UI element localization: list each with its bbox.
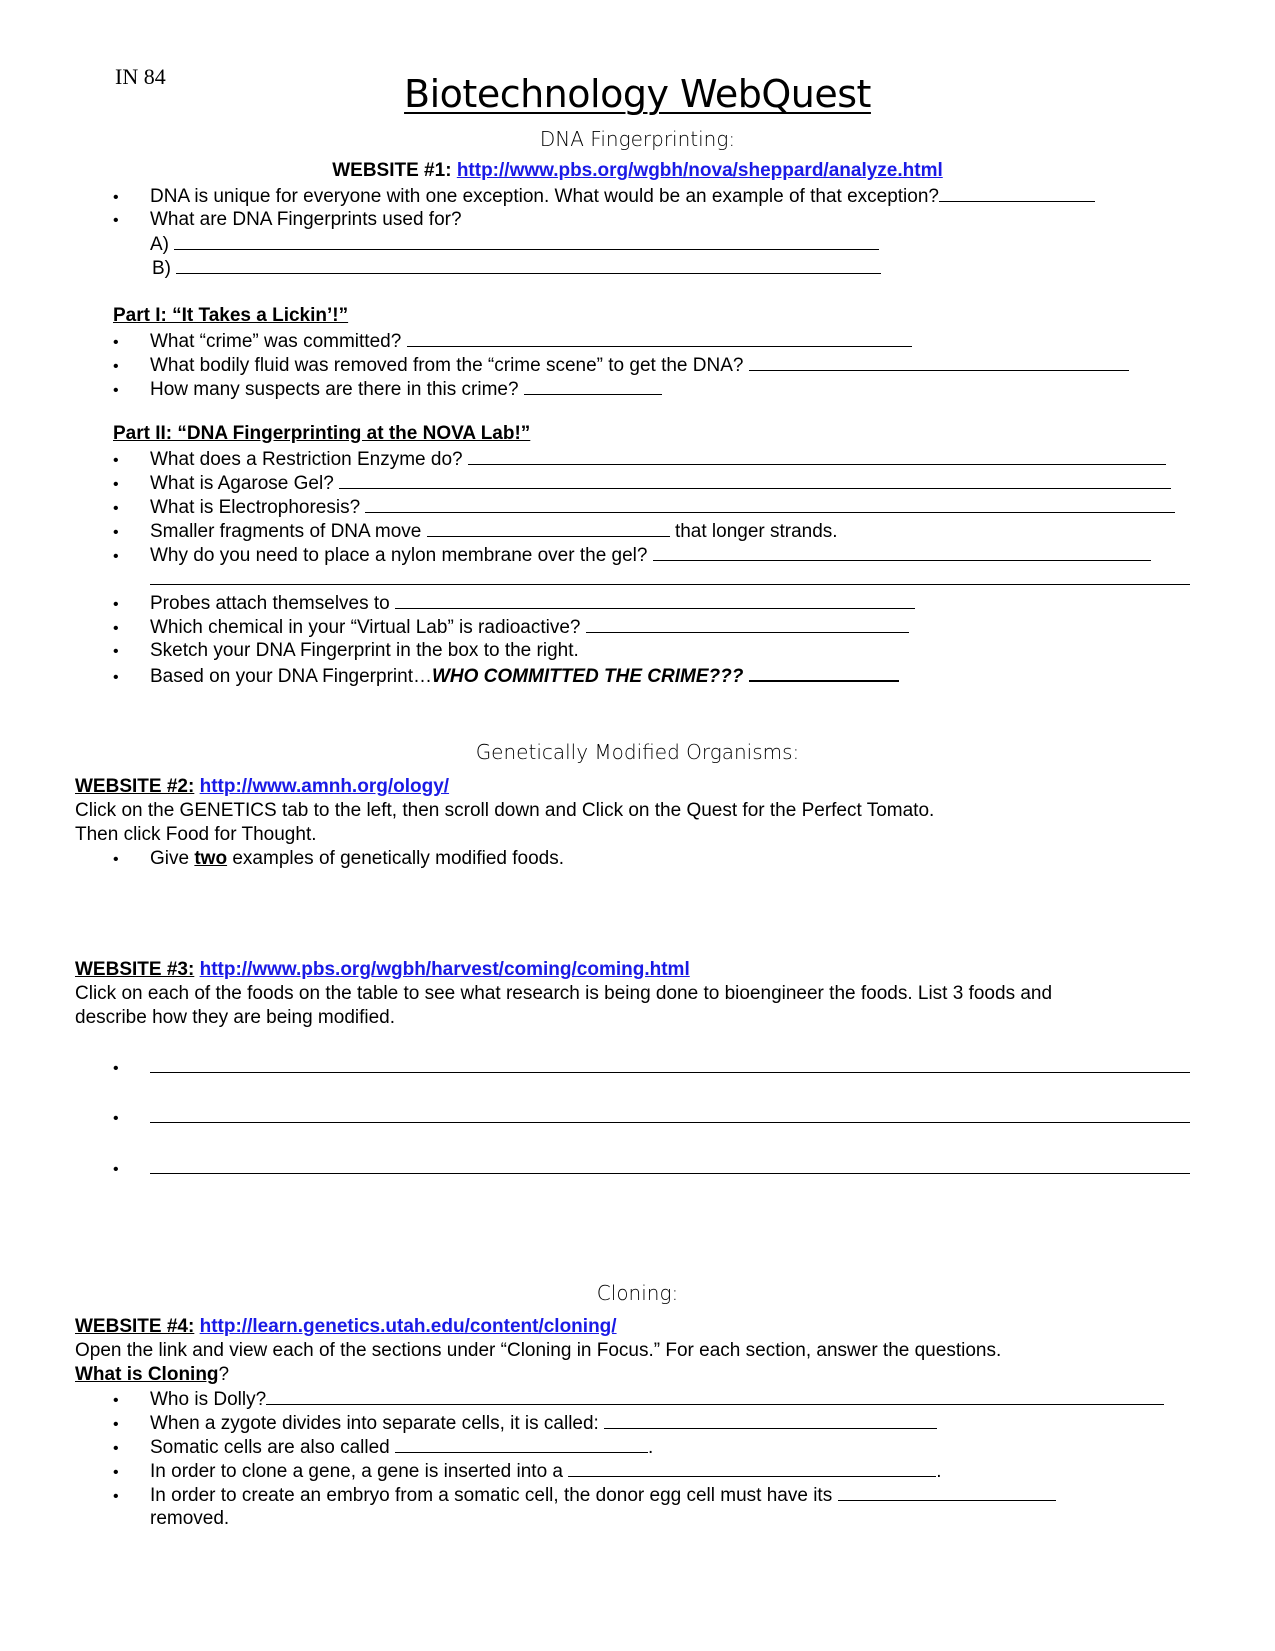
bullet: • <box>113 1161 119 1178</box>
section-title-gmo: Genetically Modified Organisms: <box>475 740 800 764</box>
bullet: • <box>113 851 119 868</box>
question-text: Sketch your DNA Fingerprint in the box to the right. <box>150 640 579 661</box>
bullet: • <box>113 1110 119 1127</box>
answer-blank[interactable] <box>174 233 879 250</box>
answer-blank[interactable] <box>586 616 909 633</box>
bullet: • <box>113 524 119 541</box>
website-4-label: WEBSITE #4: <box>75 1316 195 1337</box>
website-2-line <box>75 776 449 798</box>
question-text: What are DNA Fingerprints used for? <box>150 209 462 230</box>
bullet: • <box>113 643 119 660</box>
answer-blank[interactable] <box>568 1460 936 1477</box>
bullet: • <box>113 1392 119 1409</box>
question-text: In order to clone a gene, a gene is inserted into a <box>150 1461 563 1482</box>
website-1-label: WEBSITE #1: <box>332 160 452 181</box>
question-row <box>113 354 1129 377</box>
question-text: Why do you need to place a nylon membrane over the gel? <box>150 545 648 566</box>
answer-blank[interactable] <box>939 185 1095 202</box>
answer-blank[interactable] <box>150 568 1190 585</box>
question-text: In order to create an embryo from a somatic cell, the donor egg cell must have its <box>150 1485 833 1506</box>
answer-blank[interactable] <box>339 472 1171 489</box>
question-row <box>113 1484 1056 1507</box>
answer-blank[interactable] <box>407 330 912 347</box>
question-text: Somatic cells are also called <box>150 1437 390 1458</box>
answer-blank[interactable] <box>749 354 1129 371</box>
bullet: • <box>113 500 119 517</box>
subheading: What is Cloning <box>75 1364 219 1385</box>
question-text: DNA is unique for everyone with one exception. What would be an example of that exception? <box>150 186 939 207</box>
question-row <box>113 330 912 353</box>
website-4-line <box>75 1316 617 1338</box>
page-title: Biotechnology WebQuest <box>404 72 871 116</box>
question-row <box>113 472 1171 495</box>
bullet: • <box>113 382 119 399</box>
answer-row <box>113 1056 1190 1079</box>
period: . <box>936 1461 942 1482</box>
bullet: • <box>113 189 119 206</box>
answer-row-a <box>150 233 879 256</box>
period: . <box>648 1437 654 1458</box>
instruction-text: Click on the GENETICS tab to the left, then scroll down and Click on the Quest for the Perfect Tomato. <box>75 800 935 821</box>
answer-row-b <box>152 257 881 280</box>
question-row <box>113 592 915 615</box>
answer-blank[interactable] <box>427 520 670 537</box>
answer-blank[interactable] <box>524 378 662 395</box>
question-text: Smaller fragments of DNA move <box>150 521 422 542</box>
bullet: • <box>113 548 119 565</box>
question-row <box>113 520 838 543</box>
question-row <box>113 664 899 688</box>
question-text: How many suspects are there in this crime? <box>150 379 519 400</box>
part-2-heading: Part II: “DNA Fingerprinting at the NOVA Lab!” <box>113 423 531 444</box>
question-row <box>113 496 1175 519</box>
instruction-text: describe how they are being modified. <box>75 1007 396 1028</box>
instruction-text: Click on each of the foods on the table to see what research is being done to bioengineer the foods. List 3 foods and <box>75 983 1053 1004</box>
answer-row <box>113 1157 1190 1180</box>
subheading-tail: ? <box>218 1364 230 1385</box>
website-2-label: WEBSITE #2: <box>75 776 195 797</box>
question-row <box>113 378 662 401</box>
question-row <box>113 448 1166 471</box>
answer-blank[interactable] <box>395 592 915 609</box>
website-3-link[interactable]: http://www.pbs.org/wgbh/harvest/coming/coming.html <box>199 959 690 980</box>
subheading-line <box>75 1364 229 1386</box>
question-text: examples of genetically modified foods. <box>232 848 564 869</box>
question-row <box>113 544 1151 567</box>
answer-blank[interactable] <box>365 496 1175 513</box>
answer-blank[interactable] <box>468 448 1166 465</box>
section-title-dna-fingerprinting: DNA Fingerprinting: <box>539 127 736 151</box>
answer-row <box>113 1106 1190 1129</box>
website-3-label: WEBSITE #3: <box>75 959 195 980</box>
question-row <box>113 848 564 870</box>
question-text: Based on your DNA Fingerprint… <box>150 666 432 687</box>
question-emphasis: two <box>194 848 228 869</box>
bullet: • <box>113 452 119 469</box>
website-3-line <box>75 959 690 981</box>
question-row <box>113 185 1095 208</box>
question-text: What bodily fluid was removed from the “crime scene” to get the DNA? <box>150 355 744 376</box>
instruction-text: Then click Food for Thought. <box>75 824 317 845</box>
bullet: • <box>113 476 119 493</box>
question-row <box>113 1460 942 1483</box>
answer-row-continuation <box>150 568 1190 590</box>
website-1-link[interactable]: http://www.pbs.org/wgbh/nova/sheppard/analyze.html <box>456 160 943 181</box>
bullet: • <box>113 1464 119 1481</box>
question-text: Which chemical in your “Virtual Lab” is radioactive? <box>150 617 581 638</box>
answer-blank[interactable] <box>749 664 899 682</box>
bullet: • <box>113 1440 119 1457</box>
bullet: • <box>113 1060 119 1077</box>
answer-blank[interactable] <box>176 257 881 274</box>
question-row <box>113 1412 937 1435</box>
question-row <box>113 1388 1164 1411</box>
bullet: • <box>113 1488 119 1505</box>
section-title-cloning: Cloning: <box>596 1281 679 1305</box>
answer-blank[interactable] <box>150 1056 1190 1073</box>
question-text: What “crime” was committed? <box>150 331 402 352</box>
answer-blank[interactable] <box>838 1484 1056 1501</box>
website-1-line <box>0 160 1275 182</box>
question-text-continuation: removed. <box>150 1508 230 1529</box>
question-text: What is Agarose Gel? <box>150 473 334 494</box>
question-row <box>113 640 579 662</box>
bullet: • <box>113 1416 119 1433</box>
page-tag: IN 84 <box>115 64 166 89</box>
answer-blank[interactable] <box>653 544 1151 561</box>
bullet: • <box>113 212 119 229</box>
question-row <box>113 616 909 639</box>
answer-blank[interactable] <box>150 1157 1190 1174</box>
bullet: • <box>113 620 119 637</box>
question-text: When a zygote divides into separate cells, it is called: <box>150 1413 599 1434</box>
answer-blank[interactable] <box>150 1106 1190 1123</box>
bullet: • <box>113 358 119 375</box>
question-text: What is Electrophoresis? <box>150 497 361 518</box>
question-text: Who is Dolly? <box>150 1389 267 1410</box>
answer-label: A) <box>150 234 169 255</box>
answer-blank[interactable] <box>604 1412 937 1429</box>
question-text: Probes attach themselves to <box>150 593 390 614</box>
question-text: What does a Restriction Enzyme do? <box>150 449 463 470</box>
question-text: Give <box>150 848 190 869</box>
bullet: • <box>113 334 119 351</box>
question-text: that longer strands. <box>674 521 838 542</box>
website-4-link[interactable]: http://learn.genetics.utah.edu/content/cloning/ <box>199 1316 617 1337</box>
question-emphasis: WHO COMMITTED THE CRIME??? <box>431 666 744 687</box>
answer-label: B) <box>152 258 171 279</box>
instruction-text: Open the link and view each of the sections under “Cloning in Focus.” For each section, answer the questions. <box>75 1340 1002 1361</box>
answer-blank[interactable] <box>266 1388 1164 1405</box>
bullet: • <box>113 596 119 613</box>
answer-blank[interactable] <box>395 1436 648 1453</box>
website-2-link[interactable]: http://www.amnh.org/ology/ <box>199 776 450 797</box>
question-row <box>113 209 462 231</box>
bullet: • <box>113 669 119 686</box>
part-1-heading: Part I: “It Takes a Lickin’!” <box>113 305 349 326</box>
question-row <box>113 1436 653 1459</box>
